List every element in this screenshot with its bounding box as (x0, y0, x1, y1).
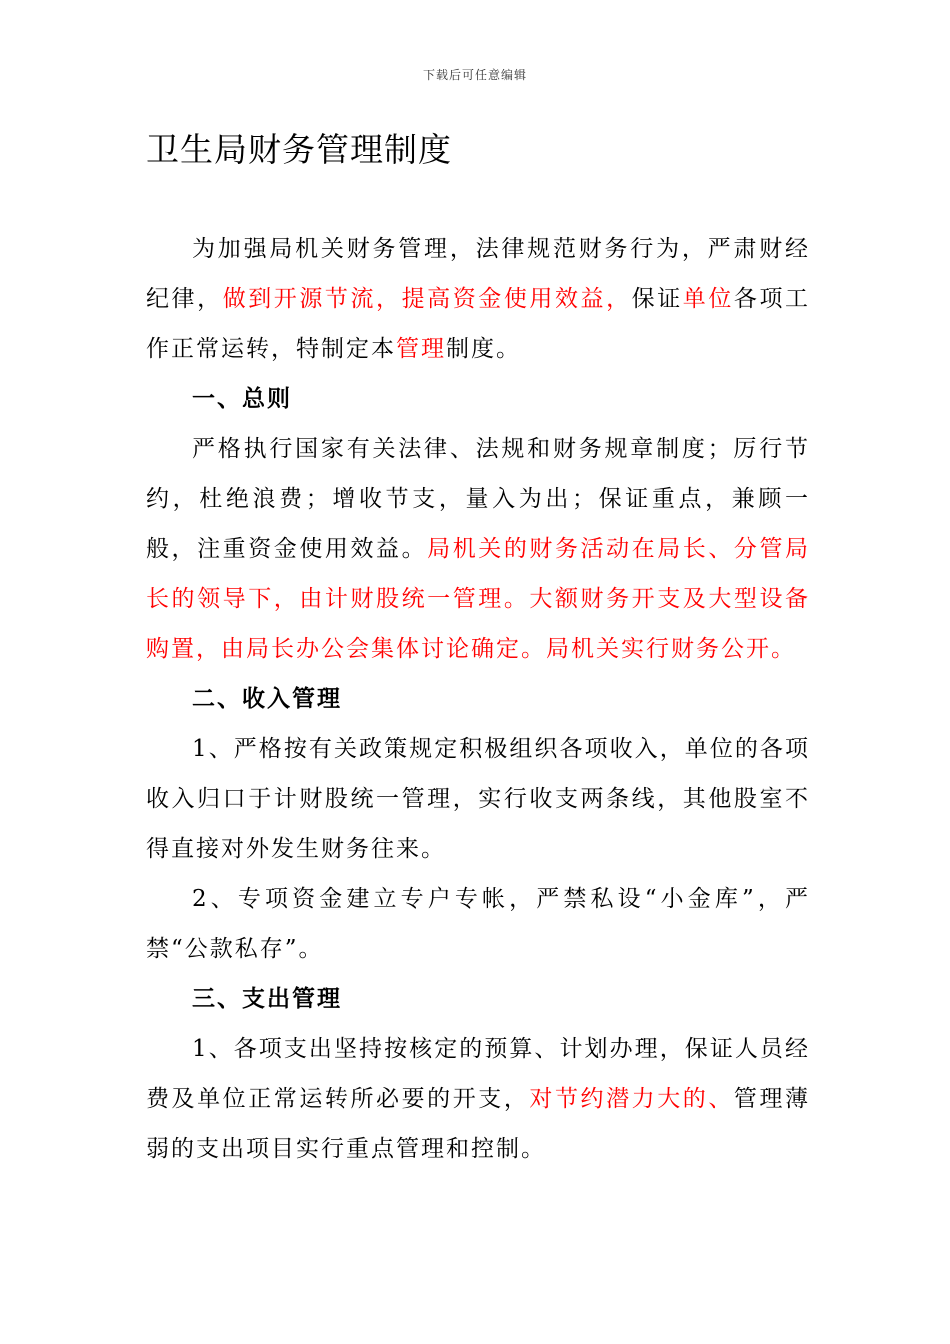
intro-text-1: 为加强局机关财务管理，法律规范财务行为，严肃财经纪律， (146, 236, 810, 312)
intro-text-3: 各项工作正常运转，特制定本 (146, 286, 811, 362)
section-2-item-2: 2、专项资金建立专户专帐，严禁私设“小金库”，严禁“公款私存”。 (146, 886, 810, 962)
section-3-highlight: 对节约潜力大的、 (529, 1086, 734, 1112)
intro-paragraph (146, 224, 810, 374)
intro-highlight-1: 做到开源节流，提高资金使用效益， (222, 286, 632, 312)
document-title: 卫生局财务管理制度 (146, 130, 452, 169)
section-3-item-1 (146, 1024, 810, 1174)
section-1-text: 严格执行国家有关法律、法规和财务规章制度；厉行节约，杜绝浪费；增收节支，量入为出；保证重点，兼顾一般，注重资金使用效益。 (146, 436, 810, 562)
section-3-heading: 三、支出管理 (192, 986, 342, 1012)
intro-text-2: 保证 (631, 286, 683, 312)
intro-highlight-2: 单位 (682, 286, 734, 312)
section-3-text-2: 管理薄弱的支出项目实行重点管理和控制。 (146, 1086, 811, 1162)
document-body (146, 224, 810, 1174)
section-2-item-1: 1、严格按有关政策规定积极组织各项收入，单位的各项收入归口于计财股统一管理，实行收支两条线，其他股室不得直接对外发生财务往来。 (146, 736, 810, 862)
section-3-text-1: 1、各项支出坚持按核定的预算、计划办理，保证人员经费及单位正常运转所必要的开支， (146, 1036, 810, 1112)
intro-text-4: 制度。 (446, 336, 521, 362)
section-1-highlight: 局机关的财务活动在局长、分管局长的领导下，由计财股统一管理。大额财务开支及大型设备购置，由局长办公会集体讨论确定。局机关实行财务公开。 (146, 536, 811, 662)
intro-highlight-3: 管理 (396, 336, 446, 362)
section-1-paragraph (146, 424, 810, 674)
section-1-heading: 一、总则 (192, 386, 292, 412)
header-note: 下载后可任意编辑 (422, 68, 527, 82)
section-2-heading: 二、收入管理 (192, 686, 342, 712)
